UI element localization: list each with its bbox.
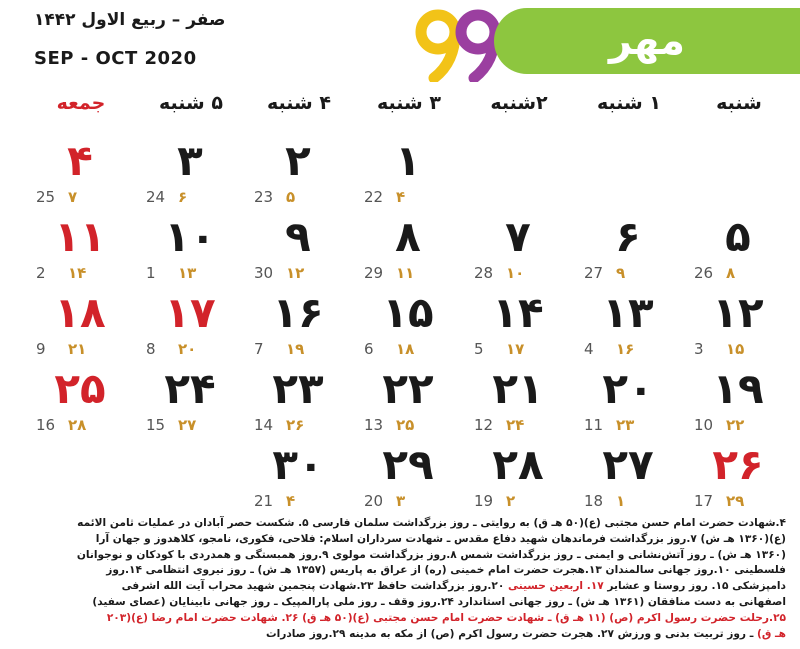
gregorian-day-number: 17: [694, 492, 714, 510]
persian-day-number: ۱۴: [492, 288, 544, 337]
hijri-day-number: ۱: [616, 492, 626, 510]
day-cell[interactable]: [30, 214, 140, 284]
persian-day-number: ۹: [285, 212, 311, 261]
persian-day-number: ۱۶: [272, 288, 324, 337]
persian-day-number: ۱۳: [602, 288, 654, 337]
persian-day-number: ۲۳: [272, 364, 324, 413]
day-cell[interactable]: [578, 290, 688, 360]
holiday-event-text: ۲۵.رحلت حضرت رسول اکرم (ص) (۱۱ هـ ق) ـ شهادت حضرت امام حسن مجتبی (ع)(۵۰ هـ ق) ۲۶. شهادت حضرت امام رضا (ع)(۲۰۳: [106, 611, 786, 624]
hijri-day-number: ۱۸: [396, 340, 415, 358]
gregorian-day-number: 27: [584, 264, 604, 282]
hijri-day-number: ۲۷: [178, 416, 197, 434]
hijri-day-number: ۱۴: [68, 264, 87, 282]
day-cell[interactable]: [358, 290, 468, 360]
gregorian-day-number: 8: [146, 340, 156, 358]
persian-day-number: ۲۷: [602, 440, 654, 489]
hijri-day-number: ۹: [616, 264, 626, 282]
day-cell[interactable]: [688, 442, 798, 512]
day-cell[interactable]: [248, 214, 358, 284]
hijri-day-number: ۶: [178, 188, 188, 206]
gregorian-day-number: 29: [364, 264, 384, 282]
gregorian-day-number: 9: [36, 340, 46, 358]
hijri-day-number: ۲۸: [68, 416, 87, 434]
day-cell[interactable]: [688, 290, 798, 360]
hijri-months: صفر – ربیع الاول ۱۴۴۲: [34, 10, 226, 30]
gregorian-day-number: 30: [254, 264, 274, 282]
persian-day-number: ۱۱: [54, 212, 106, 261]
gregorian-day-number: 14: [254, 416, 274, 434]
weekday-name: ۵ شنبه: [159, 92, 223, 114]
event-line: [14, 516, 786, 532]
hijri-day-number: ۲۹: [726, 492, 745, 510]
day-cell[interactable]: [248, 290, 358, 360]
persian-day-number: ۳: [177, 136, 203, 185]
event-line: [14, 579, 786, 595]
hijri-day-number: ۲۴: [506, 416, 525, 434]
gregorian-day-number: 11: [584, 416, 604, 434]
header-info: [34, 10, 334, 69]
hijri-day-number: ۲۰: [178, 340, 197, 358]
persian-day-number: ۶: [615, 212, 641, 261]
persian-day-number: ۲۵: [54, 364, 106, 413]
persian-day-number: ۱۹: [712, 364, 764, 413]
hijri-day-number: ۷: [68, 188, 78, 206]
hijri-day-number: ۲: [506, 492, 516, 510]
persian-day-number: ۱۵: [382, 288, 434, 337]
gregorian-day-number: 4: [584, 340, 594, 358]
persian-day-number: ۲۱: [492, 364, 544, 413]
gregorian-day-number: 22: [364, 188, 384, 206]
gregorian-day-number: 25: [36, 188, 56, 206]
gregorian-months: SEP - OCT 2020: [34, 48, 197, 69]
event-line: [14, 548, 786, 564]
event-text: ـ روز تربیت بدنی و ورزش ۲۷. هجرت حضرت رسول اکرم (ص) از مکه به مدینه ۲۹.روز صادرات: [265, 627, 758, 640]
weekday-name: ۲شنبه: [490, 92, 548, 114]
hijri-day-number: ۱۲: [286, 264, 305, 282]
event-text: ۲۰.روز بزرگداشت حافظ ۲۳.شهادت پنجمین شهید محراب آیت الله اشرفی: [121, 580, 509, 593]
persian-day-number: ۸: [395, 212, 421, 261]
weekday-header: [0, 92, 800, 122]
gregorian-day-number: 19: [474, 492, 494, 510]
gregorian-day-number: 13: [364, 416, 384, 434]
event-line: [14, 532, 786, 548]
day-cell[interactable]: [358, 138, 468, 208]
event-line: [14, 563, 786, 579]
persian-day-number: ۱۷: [164, 288, 216, 337]
gregorian-day-number: 28: [474, 264, 494, 282]
persian-day-number: ۵: [725, 212, 751, 261]
hijri-day-number: ۱۱: [396, 264, 415, 282]
gregorian-day-number: 24: [146, 188, 166, 206]
persian-day-number: ۷: [505, 212, 531, 261]
event-text: فلسطینی ۱۰.روز جهانی سالمندان ۱۳.هجرت حضرت امام خمینی (ره) از عراق به پاریس (۱۳۵۷ هـ ش) ـ روز نیروی انتظامی ۱۴.روز: [106, 564, 786, 577]
persian-day-number: ۲۸: [492, 440, 544, 489]
hijri-day-number: ۱۳: [178, 264, 197, 282]
event-text: (۱۳۶۰ هـ ش) ـ روز آتش‌نشانی و ایمنی ـ روز بزرگداشت شمس ۸.روز بزرگداشت مولوی ۹.روز همبستگی و همدردی با کودکان و نوجوانان: [76, 548, 786, 561]
persian-day-number: ۱۸: [54, 288, 106, 337]
hijri-day-number: ۴: [286, 492, 296, 510]
hijri-day-number: ۱۶: [616, 340, 635, 358]
day-cell[interactable]: [468, 214, 578, 284]
persian-day-number: ۳۰: [272, 440, 324, 489]
gregorian-day-number: 3: [694, 340, 704, 358]
gregorian-day-number: 21: [254, 492, 274, 510]
day-cell[interactable]: [578, 214, 688, 284]
day-cell[interactable]: [248, 138, 358, 208]
event-line: [14, 627, 786, 643]
persian-day-number: ۲۲: [382, 364, 434, 413]
day-cell[interactable]: [578, 442, 688, 512]
day-cell[interactable]: [358, 366, 468, 436]
gregorian-day-number: 6: [364, 340, 374, 358]
day-cell[interactable]: [140, 138, 250, 208]
day-cell[interactable]: [248, 366, 358, 436]
day-cell[interactable]: [30, 138, 140, 208]
weekday-name: جمعه: [56, 92, 106, 114]
weekday-name: ۴ شنبه: [267, 92, 331, 114]
day-cell[interactable]: [578, 366, 688, 436]
day-cell[interactable]: [140, 214, 250, 284]
hijri-day-number: ۲۲: [726, 416, 745, 434]
month-tab: [494, 8, 800, 74]
hijri-day-number: ۲۳: [616, 416, 635, 434]
event-text: ۴.شهادت حضرت امام حسن مجتبی (ع)(۵۰ هـ ق) به روایتی ـ روز بزرگداشت سلمان فارسی ۵. شکست حصر آبادان در عملیات ثامن الائمه: [77, 517, 786, 529]
day-cell[interactable]: [358, 442, 468, 512]
day-cell[interactable]: [140, 366, 250, 436]
gregorian-day-number: 23: [254, 188, 274, 206]
hijri-day-number: ۲۶: [286, 416, 305, 434]
day-cell[interactable]: [468, 442, 578, 512]
gregorian-day-number: 20: [364, 492, 384, 510]
persian-day-number: ۴: [67, 136, 93, 185]
day-cell[interactable]: [688, 214, 798, 284]
persian-day-number: ۱: [395, 136, 421, 185]
persian-day-number: ۱۲: [712, 288, 764, 337]
gregorian-day-number: 18: [584, 492, 604, 510]
persian-day-number: ۲۹: [382, 440, 434, 489]
day-cell[interactable]: [688, 366, 798, 436]
day-cell[interactable]: [140, 290, 250, 360]
gregorian-day-number: 26: [694, 264, 714, 282]
day-cell[interactable]: [468, 366, 578, 436]
event-text: اصفهانی به دست منافقان (۱۳۶۱ هـ ش) ـ روز جهانی استاندارد ۲۴.روز وقف ـ روز ملی پارالمپیک ـ روز جهانی نابینایان (عصای سفید): [92, 595, 786, 608]
gregorian-day-number: 12: [474, 416, 494, 434]
hijri-day-number: ۳: [396, 492, 406, 510]
gregorian-day-number: 15: [146, 416, 166, 434]
day-cell[interactable]: [30, 290, 140, 360]
gregorian-day-number: 5: [474, 340, 484, 358]
persian-day-number: ۲۶: [712, 440, 764, 489]
persian-day-number: ۱۰: [164, 212, 216, 261]
gregorian-day-number: 10: [694, 416, 714, 434]
hijri-day-number: ۱۹: [286, 340, 305, 358]
hijri-day-number: ۱۷: [506, 340, 525, 358]
hijri-day-number: ۲۵: [396, 416, 415, 434]
events-list: [14, 516, 786, 642]
holiday-event-text: هـ ق): [757, 627, 786, 640]
weekday-name: ۳ شنبه: [377, 92, 441, 114]
event-text: (ع)(۱۳۶۰ هـ ش) ۷.روز بزرگداشت فرماندهان شهید دفاع مقدس ـ شهادت سرداران اسلام: فلاحی، فکوری، نامجو، کلاهدوز و جهان آرا: [95, 532, 786, 545]
day-cell[interactable]: [30, 366, 140, 436]
persian-day-number: ۲۰: [602, 364, 654, 413]
hijri-day-number: ۴: [396, 188, 406, 206]
holiday-event-text: ۱۷. اربعین حسینی: [508, 580, 604, 593]
day-cell[interactable]: [358, 214, 468, 284]
day-cell[interactable]: [248, 442, 358, 512]
gregorian-day-number: 2: [36, 264, 46, 282]
gregorian-day-number: 1: [146, 264, 156, 282]
day-cell[interactable]: [468, 290, 578, 360]
hijri-day-number: ۱۰: [506, 264, 525, 282]
event-text: دامپزشکی ۱۵. روز روستا و عشایر: [603, 580, 786, 593]
hijri-day-number: ۱۵: [726, 340, 745, 358]
month-name: مهر: [608, 18, 686, 64]
hijri-day-number: ۵: [286, 188, 296, 206]
persian-day-number: ۲: [285, 136, 311, 185]
hijri-day-number: ۸: [726, 264, 736, 282]
weekday-name: شنبه: [716, 92, 762, 114]
weekday-name: ۱ شنبه: [597, 92, 661, 114]
event-line: [14, 595, 786, 611]
event-line: [14, 611, 786, 627]
persian-day-number: ۲۴: [164, 364, 216, 413]
gregorian-day-number: 7: [254, 340, 264, 358]
hijri-day-number: ۲۱: [68, 340, 87, 358]
gregorian-day-number: 16: [36, 416, 56, 434]
